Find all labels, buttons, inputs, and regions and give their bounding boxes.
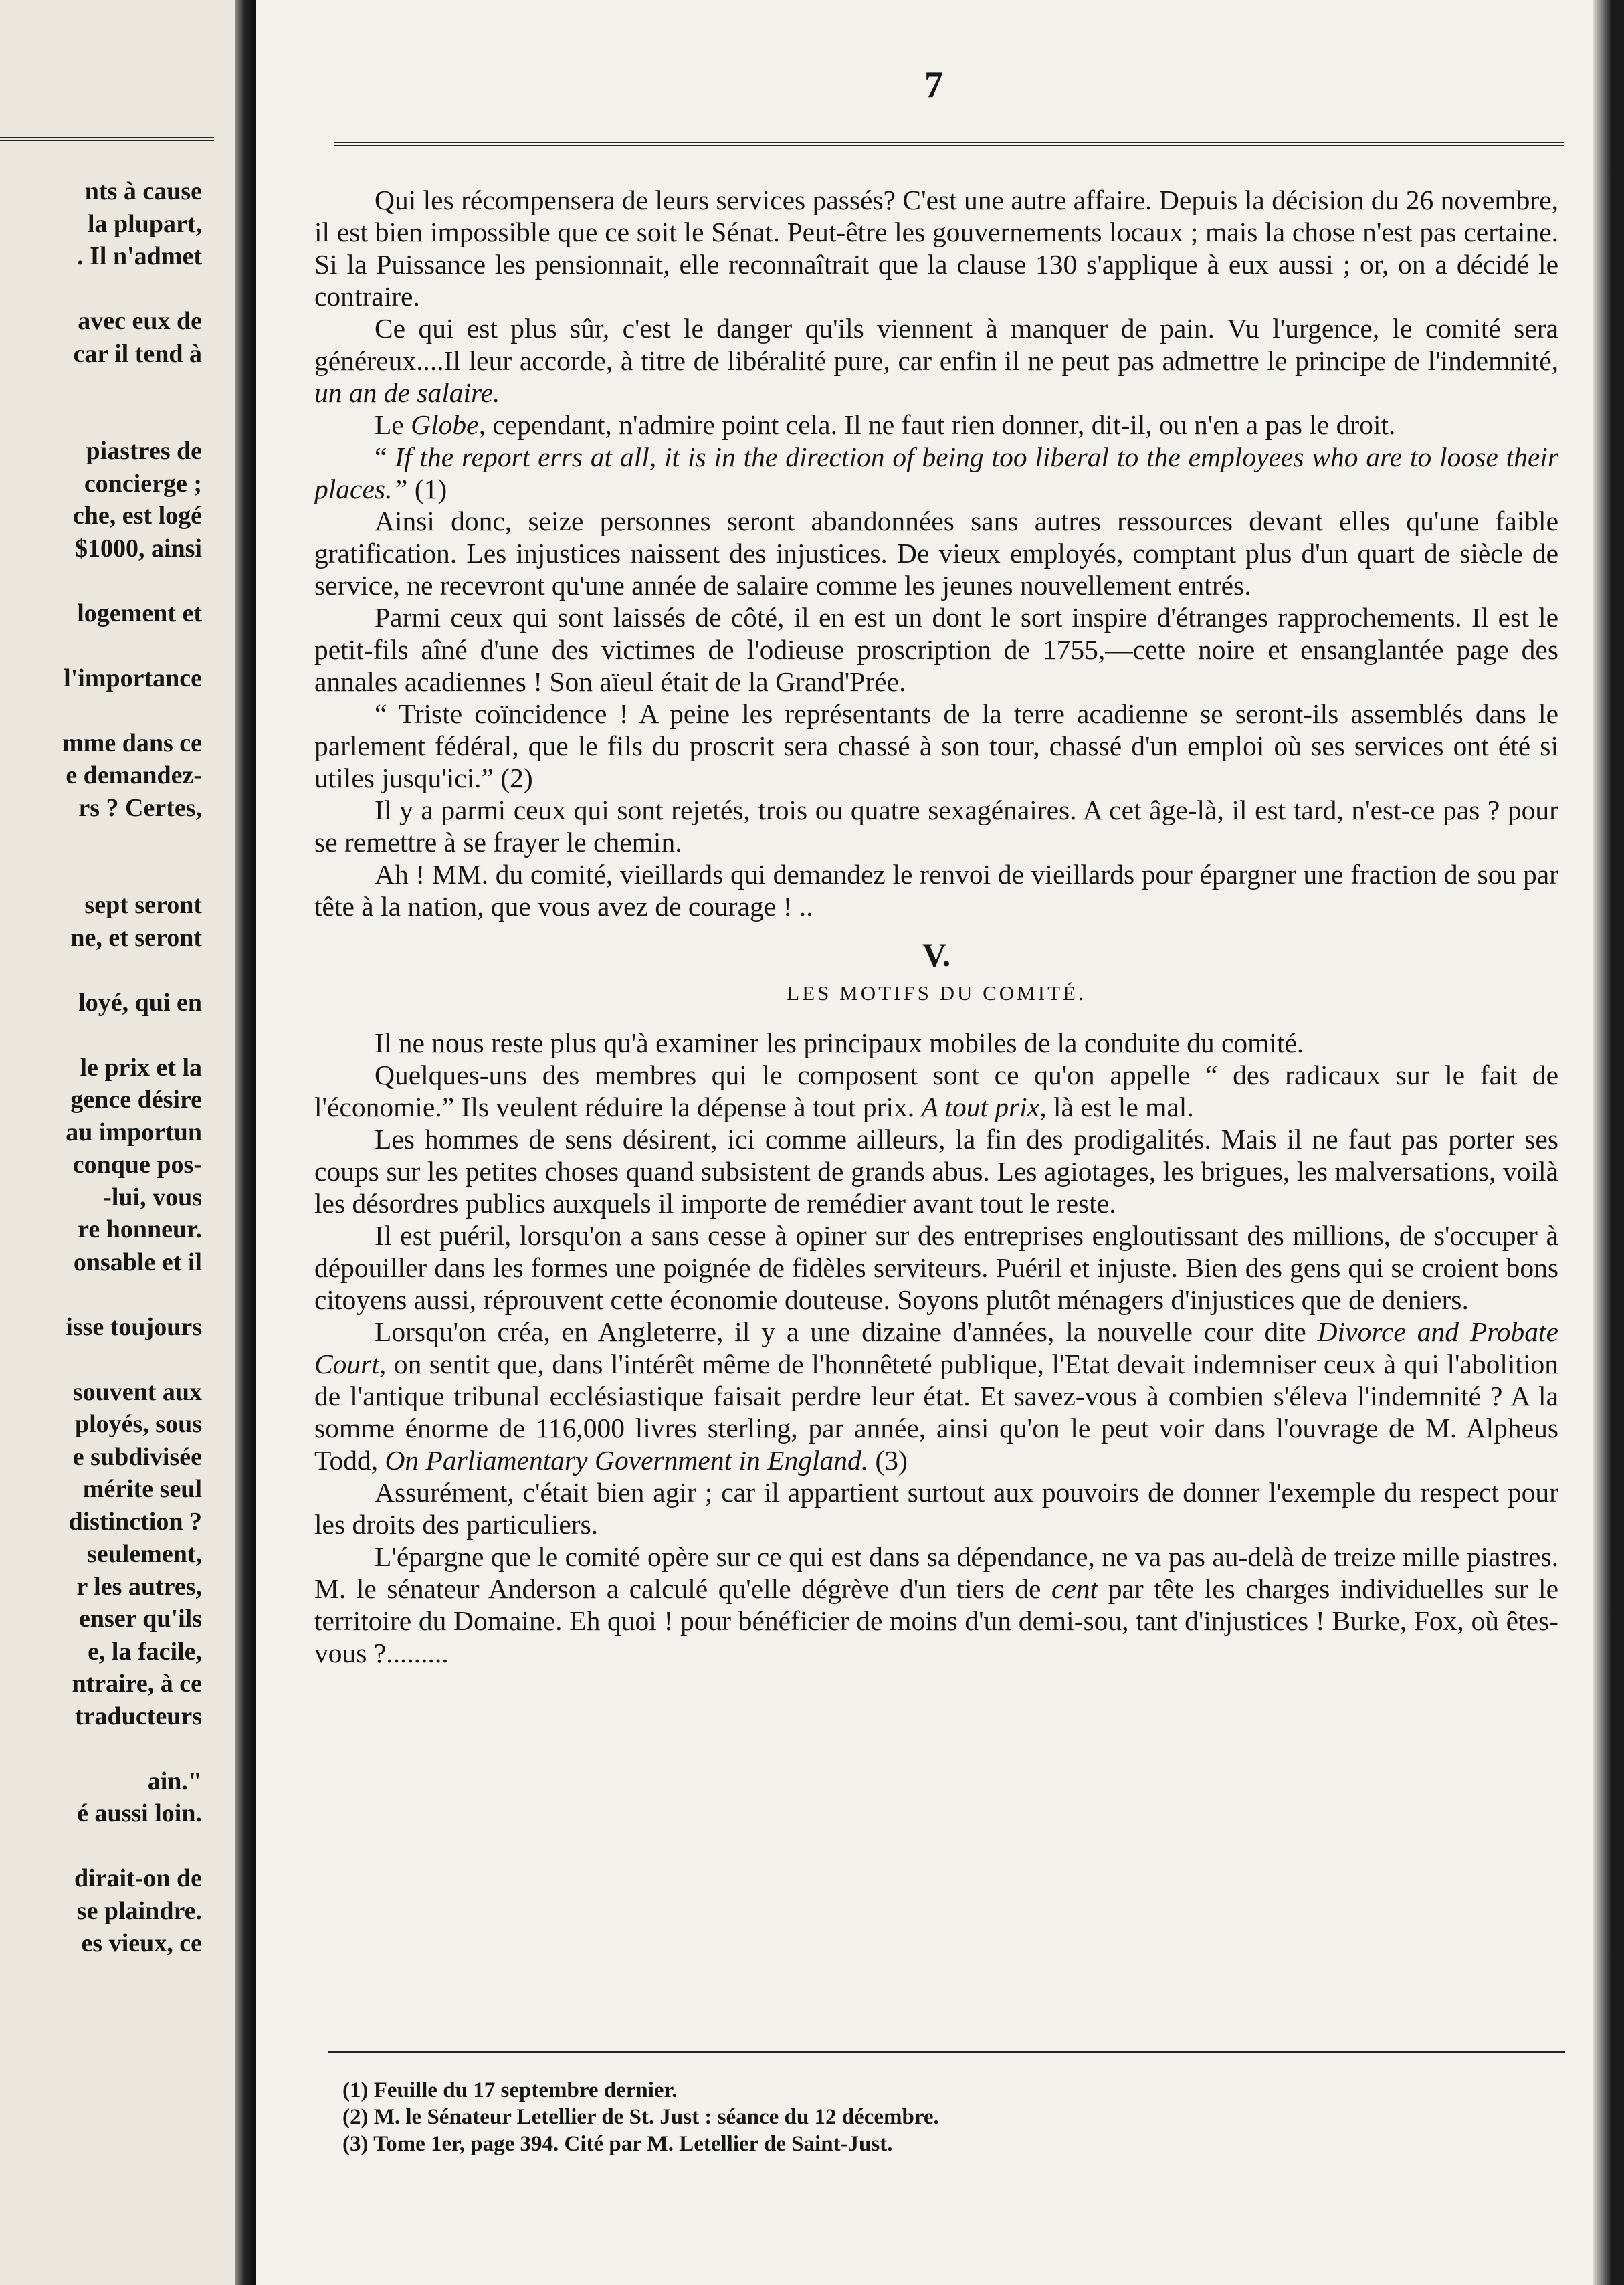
- left-facing-page: [0, 0, 235, 2285]
- left-page-line: souvent aux: [72, 1377, 202, 1406]
- paragraph: Qui les récompensera de leurs services passés? C'est une autre affaire. Depuis la décision du 26 novembre, il est bien impossible que ce soit le Sénat. Peut-être les gouvernements locaux ; mais la chose n'est pas certaine. Si la Puissance les pensionnait, elle reconnaîtrait que la clause 130 s'applique à eux aussi ; or, on a décidé le contraire.: [314, 185, 1558, 312]
- left-page-line: e demandez-: [66, 761, 202, 789]
- left-page-line: nts à cause: [84, 177, 202, 205]
- left-page-line: gence désire: [70, 1086, 202, 1114]
- paragraph: Quelques-uns des membres qui le composent sont ce qu'on appelle “ des radicaux sur le fait de l'économie.” Ils veulent réduire la dépense à tout prix. A tout prix, là est le mal.: [314, 1060, 1558, 1122]
- left-page-line: la plupart,: [87, 209, 202, 238]
- left-page-line: se plaindre.: [76, 1896, 202, 1925]
- left-page-line: che, est logé: [72, 502, 202, 530]
- left-page-line: avec eux de: [78, 307, 202, 335]
- page-number: 7: [924, 64, 943, 106]
- left-page-line: re honneur.: [78, 1215, 202, 1244]
- left-page-line: é aussi loin.: [77, 1799, 202, 1827]
- left-page-line: ntraire, à ce: [72, 1670, 202, 1698]
- paragraph: Il ne nous reste plus qu'à examiner les principaux mobiles de la conduite du comité.: [375, 1027, 1304, 1058]
- paragraph: Lorsqu'on créa, en Angleterre, il y a une dizaine d'années, la nouvelle cour dite Divorce and Probate Court, on sentit que, dans l'intérêt même de l'honnêteté publique, l'Etat devait indemniser ceux à qui l'abolition de l'antique tribunal ecclésiastique faisait perdre leur état. Et savez-vous à combien s'éleva l'indemnité ? A la somme énorme de 116,000 livres sterling, par année, ainsi qu'on le peut voir dans l'ouvrage de M. Alpheus Todd, On Parliamentary Government in England. (3): [314, 1316, 1559, 1476]
- left-page-line: isse toujours: [66, 1312, 202, 1341]
- quoted-english-paragraph: “ If the report errs at all, it is in the direction of being too liberal to the employees who are to loose their places.” (1): [314, 441, 1558, 504]
- left-page-line: es vieux, ce: [81, 1929, 202, 1957]
- book-gutter: [235, 0, 256, 2285]
- paragraph: Ainsi donc, seize personnes seront abandonnées sans autres ressources devant elles qu'une faible gratification. Les injustices naissent des injustices. De vieux employés, comptant plus d'un quart de siècle de service, ne recevront qu'une année de salaire comme les jeunes nouvellement entrés.: [314, 506, 1558, 601]
- left-page-line: ain.": [147, 1767, 202, 1795]
- section-title: LES MOTIFS DU COMITÉ.: [787, 981, 1086, 1005]
- left-page-line: dirait-on de: [74, 1864, 202, 1892]
- left-page-line: l'importance: [64, 664, 202, 692]
- paragraph: L'épargne que le comité opère sur ce qui est dans sa dépendance, ne va pas au-delà de treize mille piastres. M. le sénateur Anderson a calculé qu'elle dégrève d'un tiers de cent par tête les charges individuelles sur le territoire du Domaine. Eh quoi ! pour bénéficier de moins d'un demi-sou, tant d'injustices ! Burke, Fox, où êtes-vous ?.........: [314, 1541, 1559, 1668]
- left-page-line: concierge ;: [84, 469, 202, 498]
- header-rule: [334, 142, 1564, 146]
- left-page-line: distinction ?: [68, 1507, 202, 1536]
- paragraph: Le Globe, cependant, n'admire point cela. Il ne faut rien donner, dit-il, ou n'en a pas le droit.: [375, 409, 1396, 440]
- left-page-line: au importun: [66, 1118, 202, 1147]
- footnote: (3) Tome 1er, page 394. Cité par M. Letellier de Saint-Just.: [342, 2132, 893, 2156]
- left-page-line: car il tend à: [73, 339, 202, 368]
- left-page-line: ne, et seront: [70, 923, 202, 952]
- left-page-line: $1000, ainsi: [74, 534, 202, 563]
- left-page-line: sept seront: [84, 891, 202, 919]
- left-page-line: loyé, qui en: [78, 988, 202, 1017]
- left-page-line: mérite seul: [82, 1475, 202, 1503]
- left-page-line: rs ? Certes,: [78, 793, 202, 822]
- paragraph: Les hommes de sens désirent, ici comme ailleurs, la fin des prodigalités. Mais il ne faut pas porter ses coups sur les petites choses quand subsistent de grands abus. Les agiotages, les brigues, les malversations, voilà les désordres publics auxquels il importe de remédier avant tout le reste.: [314, 1124, 1558, 1219]
- paragraph: Il y a parmi ceux qui sont rejetés, trois ou quatre sexagénaires. A cet âge-là, il est tard, n'est-ce pas ? pour se remettre à se frayer le chemin.: [314, 795, 1558, 858]
- paragraph: Ah ! MM. du comité, vieillards qui demandez le renvoi de vieillards pour épargner une fraction de sou par tête à la nation, que vous avez de courage ! ..: [314, 859, 1558, 922]
- left-page-line: le prix et la: [80, 1053, 202, 1082]
- footnote: (2) M. le Sénateur Letellier de St. Just : séance du 12 décembre.: [342, 2105, 939, 2129]
- footnote-rule: [328, 2051, 1565, 2053]
- left-page-line: r les autres,: [76, 1572, 202, 1601]
- left-page-line: -lui, vous: [103, 1183, 202, 1211]
- left-page-line: seulement,: [86, 1540, 202, 1568]
- left-page-line: conque pos-: [72, 1151, 202, 1179]
- section-number: V.: [922, 936, 951, 973]
- main-page: [256, 0, 1593, 2285]
- left-page-line: traducteurs: [75, 1702, 202, 1730]
- paragraph: “ Triste coïncidence ! A peine les représentants de la terre acadienne se seront-ils assemblés dans le parlement fédéral, que le fils du proscrit sera chassé à son tour, chassé d'un emploi où ses services ont été si utiles jusqu'ici.” (2): [314, 698, 1558, 793]
- paragraph: Parmi ceux qui sont laissés de côté, il en est un dont le sort inspire d'étranges rapprochements. Il est le petit-fils aîné d'une des victimes de l'odieuse proscription de 1755,—cette noire et ensanglantée page des annales acadiennes ! Son aïeul était de la Grand'Prée.: [314, 602, 1558, 697]
- left-page-line: mme dans ce: [62, 728, 202, 757]
- left-page-line: e, la facile,: [88, 1637, 202, 1666]
- paragraph: Il est puéril, lorsqu'on a sans cesse à opiner sur des entreprises engloutissant des millions, de s'occuper à dépouiller dans les formes une poignée de fidèles serviteurs. Puéril et injuste. Bien des gens qui se croient bons citoyens aussi, réprouvent cette économie douteuse. Soyons plutôt ménagers d'injustices que de deniers.: [314, 1220, 1558, 1315]
- footnotes: [329, 2077, 1533, 2157]
- left-page-line: ployés, sous: [74, 1410, 202, 1438]
- left-page-rule: [0, 137, 214, 141]
- left-page-line: piastres de: [86, 437, 202, 465]
- paragraph: Assurément, c'était bien agir ; car il appartient surtout aux pouvoirs de donner l'exemple du respect pour les droits des particuliers.: [314, 1477, 1558, 1540]
- body-text: [314, 184, 1558, 1669]
- left-page-line: logement et: [77, 599, 202, 627]
- left-page-line: onsable et il: [73, 1248, 202, 1276]
- left-page-line: e subdivisée: [72, 1442, 202, 1471]
- footnote: (1) Feuille du 17 septembre dernier.: [342, 2078, 678, 2102]
- left-page-line: enser qu'ils: [78, 1605, 202, 1633]
- left-page-line: . Il n'admet: [77, 242, 202, 270]
- page-edge-shadow: [1593, 0, 1624, 2285]
- paragraph: Ce qui est plus sûr, c'est le danger qu'ils viennent à manquer de pain. Vu l'urgence, le comité sera généreux....Il leur accorde, à titre de libéralité pure, car enfin il ne peut pas admettre le principe de l'indemnité, un an de salaire.: [314, 313, 1558, 408]
